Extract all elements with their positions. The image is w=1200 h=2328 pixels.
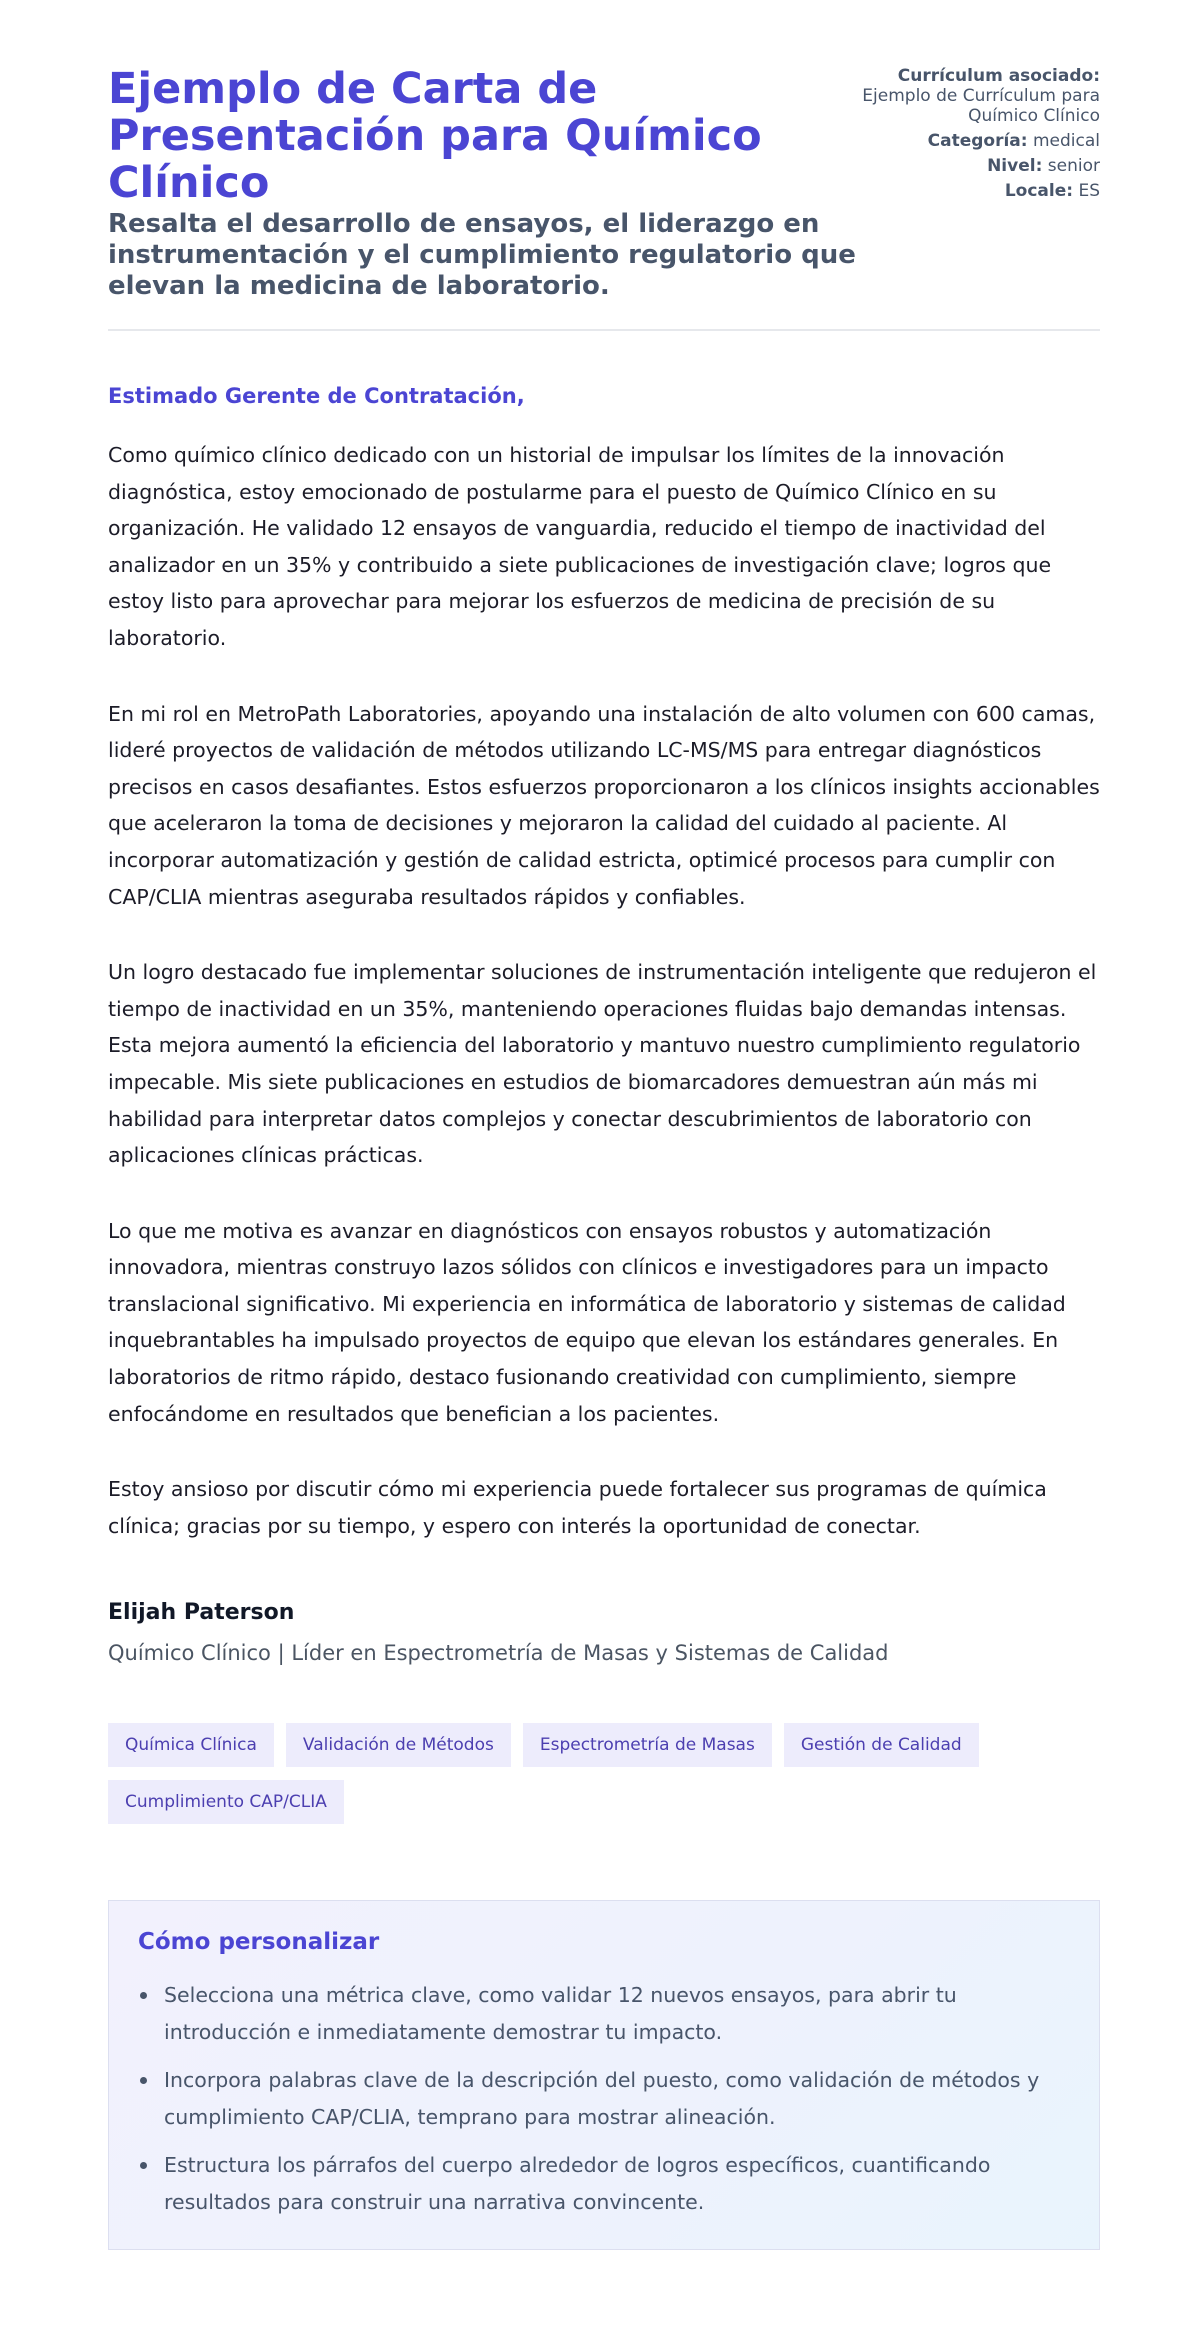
tips-title: Cómo personalizar	[138, 1929, 380, 1956]
customization-tips-box	[108, 1900, 1100, 2250]
bullet-icon	[140, 2162, 147, 2169]
bullet-icon	[140, 2077, 147, 2084]
tips-item-text: Selecciona una métrica clave, como validar 12 nuevos ensayos, para abrir tu introducción e inmediatamente demostrar tu impacto.	[164, 1983, 957, 2045]
meta-resume	[840, 66, 1100, 126]
header-title-block	[108, 66, 868, 302]
letter-paragraph: Como químico clínico dedicado con un historial de impulsar los límites de la innovación diagnóstica, estoy emocionado de postularme para el puesto de Químico Clínico en su organización. He validado 12 ensayos de vanguardia, reducido el tiempo de inactividad del analizador en un 35% y contribuido a siete publicaciones de investigación clave; logros que estoy listo para aprovechar para mejorar los esfuerzos de medicina de precisión de su laboratorio.	[108, 443, 1052, 650]
meta-locale-value: ES	[1078, 181, 1100, 201]
page-subtitle: Resalta el desarrollo de ensayos, el liderazgo en instrumentación y el cumplimiento regulatorio que elevan la medicina de laboratorio.	[108, 209, 856, 301]
salutation: Estimado Gerente de Contratación,	[108, 384, 525, 408]
page-header	[108, 0, 1100, 331]
letter-paragraph: Lo que me motiva es avanzar en diagnósticos con ensayos robustos y automatización innovadora, mientras construyo lazos sólidos con clínicos e investigadores para un impacto translacional significativo. Mi experiencia en informática de laboratorio y sistemas de calidad inquebrantables ha impulsado proyectos de equipo que elevan los estándares generales. En laboratorios de ritmo rápido, destaco fusionando creatividad con cumplimiento, siempre enfocándome en resultados que benefician a los pacientes.	[108, 1218, 1066, 1426]
meta-resume-label: Currículum asociado:	[897, 66, 1100, 86]
meta-level	[840, 156, 1100, 176]
bullet-icon	[140, 1992, 147, 1999]
skill-tags	[108, 1723, 1100, 1824]
tips-list-item	[138, 2147, 1070, 2221]
meta-category	[840, 131, 1100, 151]
letter-body	[108, 383, 1100, 1544]
tips-item-text: Incorpora palabras clave de la descripción del puesto, como validación de métodos y cumplimiento CAP/CLIA, temprano para mostrar alineación.	[164, 2068, 1040, 2130]
letter-paragraphs	[108, 437, 1100, 1544]
tips-list	[138, 1977, 1070, 2221]
meta-level-value: senior	[1047, 156, 1100, 176]
meta-locale	[840, 181, 1100, 201]
skill-tag[interactable]: Gestión de Calidad	[784, 1723, 979, 1767]
meta-category-label: Categoría:	[927, 131, 1028, 151]
tips-item-text: Estructura los párrafos del cuerpo alrededor de logros específicos, cuantificando resultados para construir una narrativa convincente.	[164, 2153, 991, 2215]
page-title: Ejemplo de Carta de Presentación para Químico Clínico	[108, 64, 762, 208]
meta-locale-label: Locale:	[1004, 181, 1074, 201]
signature-name: Elijah Paterson	[108, 1600, 295, 1626]
letter-paragraph: En mi rol en MetroPath Laboratories, apoyando una instalación de alto volumen con 600 camas, lideré proyectos de validación de métodos utilizando LC-MS/MS para entregar diagnósticos precisos en casos desafiantes. Estos esfuerzos proporcionaron a los clínicos insights accionables que aceleraron la toma de decisiones y mejoraron la calidad del cuidado al paciente. Al incorporar automatización y gestión de calidad estricta, optimicé procesos para cumplir con CAP/CLIA mientras aseguraba resultados rápidos y confiables.	[108, 701, 1100, 909]
tips-list-item	[138, 2062, 1070, 2136]
skill-tag[interactable]: Cumplimiento CAP/CLIA	[108, 1780, 344, 1824]
meta-resume-link[interactable]: Ejemplo de Currículum para Químico Clínico	[862, 86, 1100, 126]
signature-block	[108, 1599, 1100, 1667]
meta-level-label: Nivel:	[987, 156, 1043, 176]
letter-paragraph: Estoy ansioso por discutir cómo mi experiencia puede fortalecer sus programas de química clínica; gracias por su tiempo, y espero con interés la oportunidad de conectar.	[108, 1477, 1047, 1538]
skill-tag[interactable]: Espectrometría de Masas	[523, 1723, 772, 1767]
signature-title: Químico Clínico | Líder en Espectrometría de Masas y Sistemas de Calidad	[108, 1641, 889, 1666]
skill-tag[interactable]: Química Clínica	[108, 1723, 274, 1767]
cover-letter-page	[108, 0, 1100, 2250]
skill-tag[interactable]: Validación de Métodos	[286, 1723, 511, 1767]
document-meta	[840, 66, 1100, 206]
letter-paragraph: Un logro destacado fue implementar soluciones de instrumentación inteligente que redujeron el tiempo de inactividad en un 35%, manteniendo operaciones fluidas bajo demandas intensas. Esta mejora aumentó la eficiencia del laboratorio y mantuvo nuestro cumplimiento regulatorio impecable. Mis siete publicaciones en estudios de biomarcadores demuestran aún más mi habilidad para interpretar datos complejos y conectar descubrimientos de laboratorio con aplicaciones clínicas prácticas.	[108, 960, 1097, 1168]
meta-category-value: medical	[1032, 131, 1100, 151]
header-divider	[108, 329, 1100, 331]
tips-list-item	[138, 1977, 1070, 2051]
